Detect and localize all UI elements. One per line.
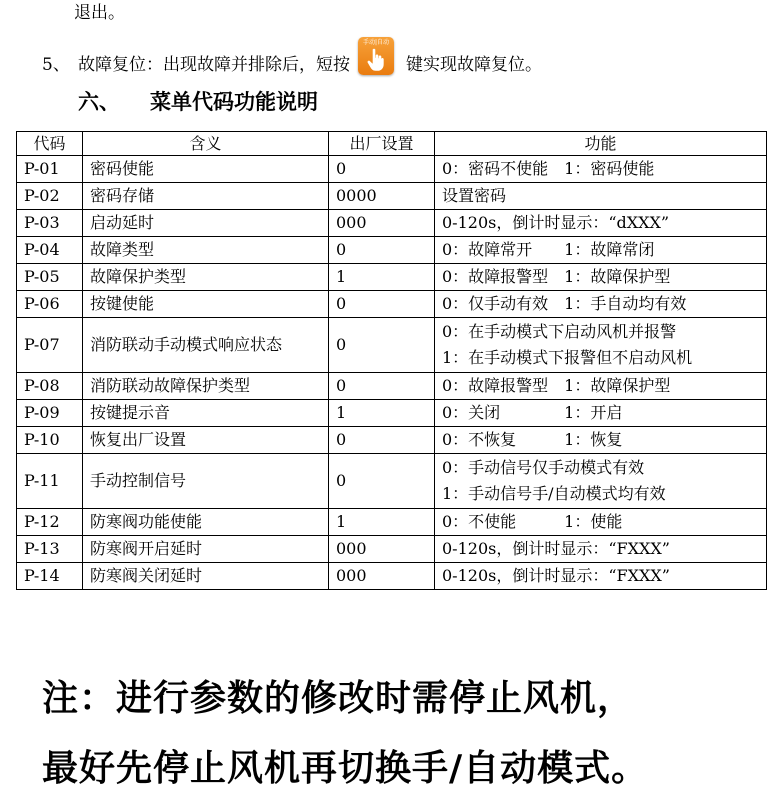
cell-default: 1	[329, 509, 435, 536]
function-line: 0-120s，倒计时显示：“dXXX”	[442, 213, 670, 232]
cell-meaning: 恢复出厂设置	[83, 427, 329, 454]
section-number: 六、	[78, 89, 120, 114]
cell-default: 0	[329, 427, 435, 454]
cell-code: P-01	[17, 156, 83, 183]
manual-auto-key	[358, 37, 394, 75]
cell-function	[435, 183, 767, 210]
function-line: 0：不恢复 1：恢复	[442, 430, 623, 449]
cell-function	[435, 237, 767, 264]
cell-code: P-03	[17, 210, 83, 237]
cell-default: 0	[329, 291, 435, 318]
cell-code: P-08	[17, 373, 83, 400]
table-row	[17, 509, 767, 536]
header-code: 代码	[17, 132, 83, 156]
cell-meaning: 防寒阀功能使能	[83, 509, 329, 536]
table-row	[17, 237, 767, 264]
cell-code: P-06	[17, 291, 83, 318]
function-line: 0：仅手动有效 1：手自动均有效	[442, 294, 687, 313]
cell-default: 1	[329, 264, 435, 291]
cell-default: 000	[329, 563, 435, 590]
cell-meaning: 按键提示音	[83, 400, 329, 427]
cell-meaning: 故障类型	[83, 237, 329, 264]
note-line-2: 最好先停止风机再切换手/自动模式。	[42, 748, 649, 789]
function-line: 0：故障常开 1：故障常闭	[442, 240, 655, 259]
function-line: 0：故障报警型 1：故障保护型	[442, 267, 671, 286]
table-row	[17, 536, 767, 563]
pointing-hand-icon	[367, 48, 385, 72]
cell-function	[435, 264, 767, 291]
section-title: 菜单代码功能说明	[150, 89, 318, 114]
table-row	[17, 183, 767, 210]
function-line: 0：故障报警型 1：故障保护型	[442, 376, 671, 395]
cell-code: P-12	[17, 509, 83, 536]
cell-function	[435, 454, 767, 509]
cell-function	[435, 400, 767, 427]
cell-meaning: 手动控制信号	[83, 454, 329, 509]
cell-meaning: 密码使能	[83, 156, 329, 183]
function-line: 0：手动信号仅手动模式有效	[442, 458, 645, 477]
note-line-1: 注：进行参数的修改时需停止风机，	[42, 678, 635, 719]
cell-function	[435, 318, 767, 373]
cell-code: P-04	[17, 237, 83, 264]
function-line: 1：手动信号手/自动模式均有效	[442, 484, 666, 503]
function-line: 0：密码不使能 1：密码使能	[442, 159, 655, 178]
menu-code-table	[16, 131, 767, 590]
cell-default: 000	[329, 536, 435, 563]
function-line: 0-120s，倒计时显示：“FXXX”	[442, 566, 670, 585]
table-row	[17, 400, 767, 427]
cell-default: 0	[329, 156, 435, 183]
cell-meaning: 防寒阀开启延时	[83, 536, 329, 563]
table-row	[17, 454, 767, 509]
cell-default: 0	[329, 454, 435, 509]
section-heading	[78, 86, 318, 118]
cell-function	[435, 210, 767, 237]
cell-meaning: 故障保护类型	[83, 264, 329, 291]
table-row	[17, 156, 767, 183]
cell-function	[435, 156, 767, 183]
list-item-fault-reset	[42, 39, 542, 80]
table-row	[17, 318, 767, 373]
cell-default: 0	[329, 318, 435, 373]
cell-code: P-14	[17, 563, 83, 590]
cell-meaning: 密码存储	[83, 183, 329, 210]
cell-default: 1	[329, 400, 435, 427]
table-row	[17, 291, 767, 318]
cell-code: P-11	[17, 454, 83, 509]
cell-meaning: 消防联动故障保护类型	[83, 373, 329, 400]
cell-code: P-02	[17, 183, 83, 210]
function-line: 0-120s，倒计时显示：“FXXX”	[442, 539, 670, 558]
function-line: 0：在手动模式下启动风机并报警	[442, 322, 677, 341]
fault-reset-text: 故障复位：出现故障并排除后，短按	[78, 54, 350, 75]
cell-default: 000	[329, 210, 435, 237]
cell-meaning: 按键使能	[83, 291, 329, 318]
list-number: 5、	[42, 54, 70, 75]
cell-meaning: 消防联动手动模式响应状态	[83, 318, 329, 373]
cell-code: P-13	[17, 536, 83, 563]
table-row	[17, 210, 767, 237]
cell-meaning: 启动延时	[83, 210, 329, 237]
key-label: 手动|自动	[362, 39, 390, 46]
function-line: 1：在手动模式下报警但不启动风机	[442, 348, 693, 367]
table-header-row	[17, 132, 767, 156]
cell-function	[435, 373, 767, 400]
fault-reset-text-after: 键实现故障复位。	[406, 54, 542, 75]
header-meaning: 含义	[83, 132, 329, 156]
table-row	[17, 427, 767, 454]
cell-function	[435, 536, 767, 563]
cell-default: 0	[329, 237, 435, 264]
cell-function	[435, 427, 767, 454]
cell-meaning: 防寒阀关闭延时	[83, 563, 329, 590]
table-row	[17, 264, 767, 291]
header-default: 出厂设置	[329, 132, 435, 156]
cell-default: 0	[329, 373, 435, 400]
cell-code: P-07	[17, 318, 83, 373]
function-line: 0：不使能 1：使能	[442, 512, 623, 531]
table-row	[17, 563, 767, 590]
table-row	[17, 373, 767, 400]
cell-code: P-05	[17, 264, 83, 291]
function-line: 0：关闭 1：开启	[442, 403, 623, 422]
cell-code: P-09	[17, 400, 83, 427]
cell-function	[435, 291, 767, 318]
exit-text: 退出。	[74, 3, 125, 23]
cell-function	[435, 563, 767, 590]
cell-default: 0000	[329, 183, 435, 210]
header-function: 功能	[435, 132, 767, 156]
cell-function	[435, 509, 767, 536]
function-line: 设置密码	[442, 186, 507, 205]
cell-code: P-10	[17, 427, 83, 454]
